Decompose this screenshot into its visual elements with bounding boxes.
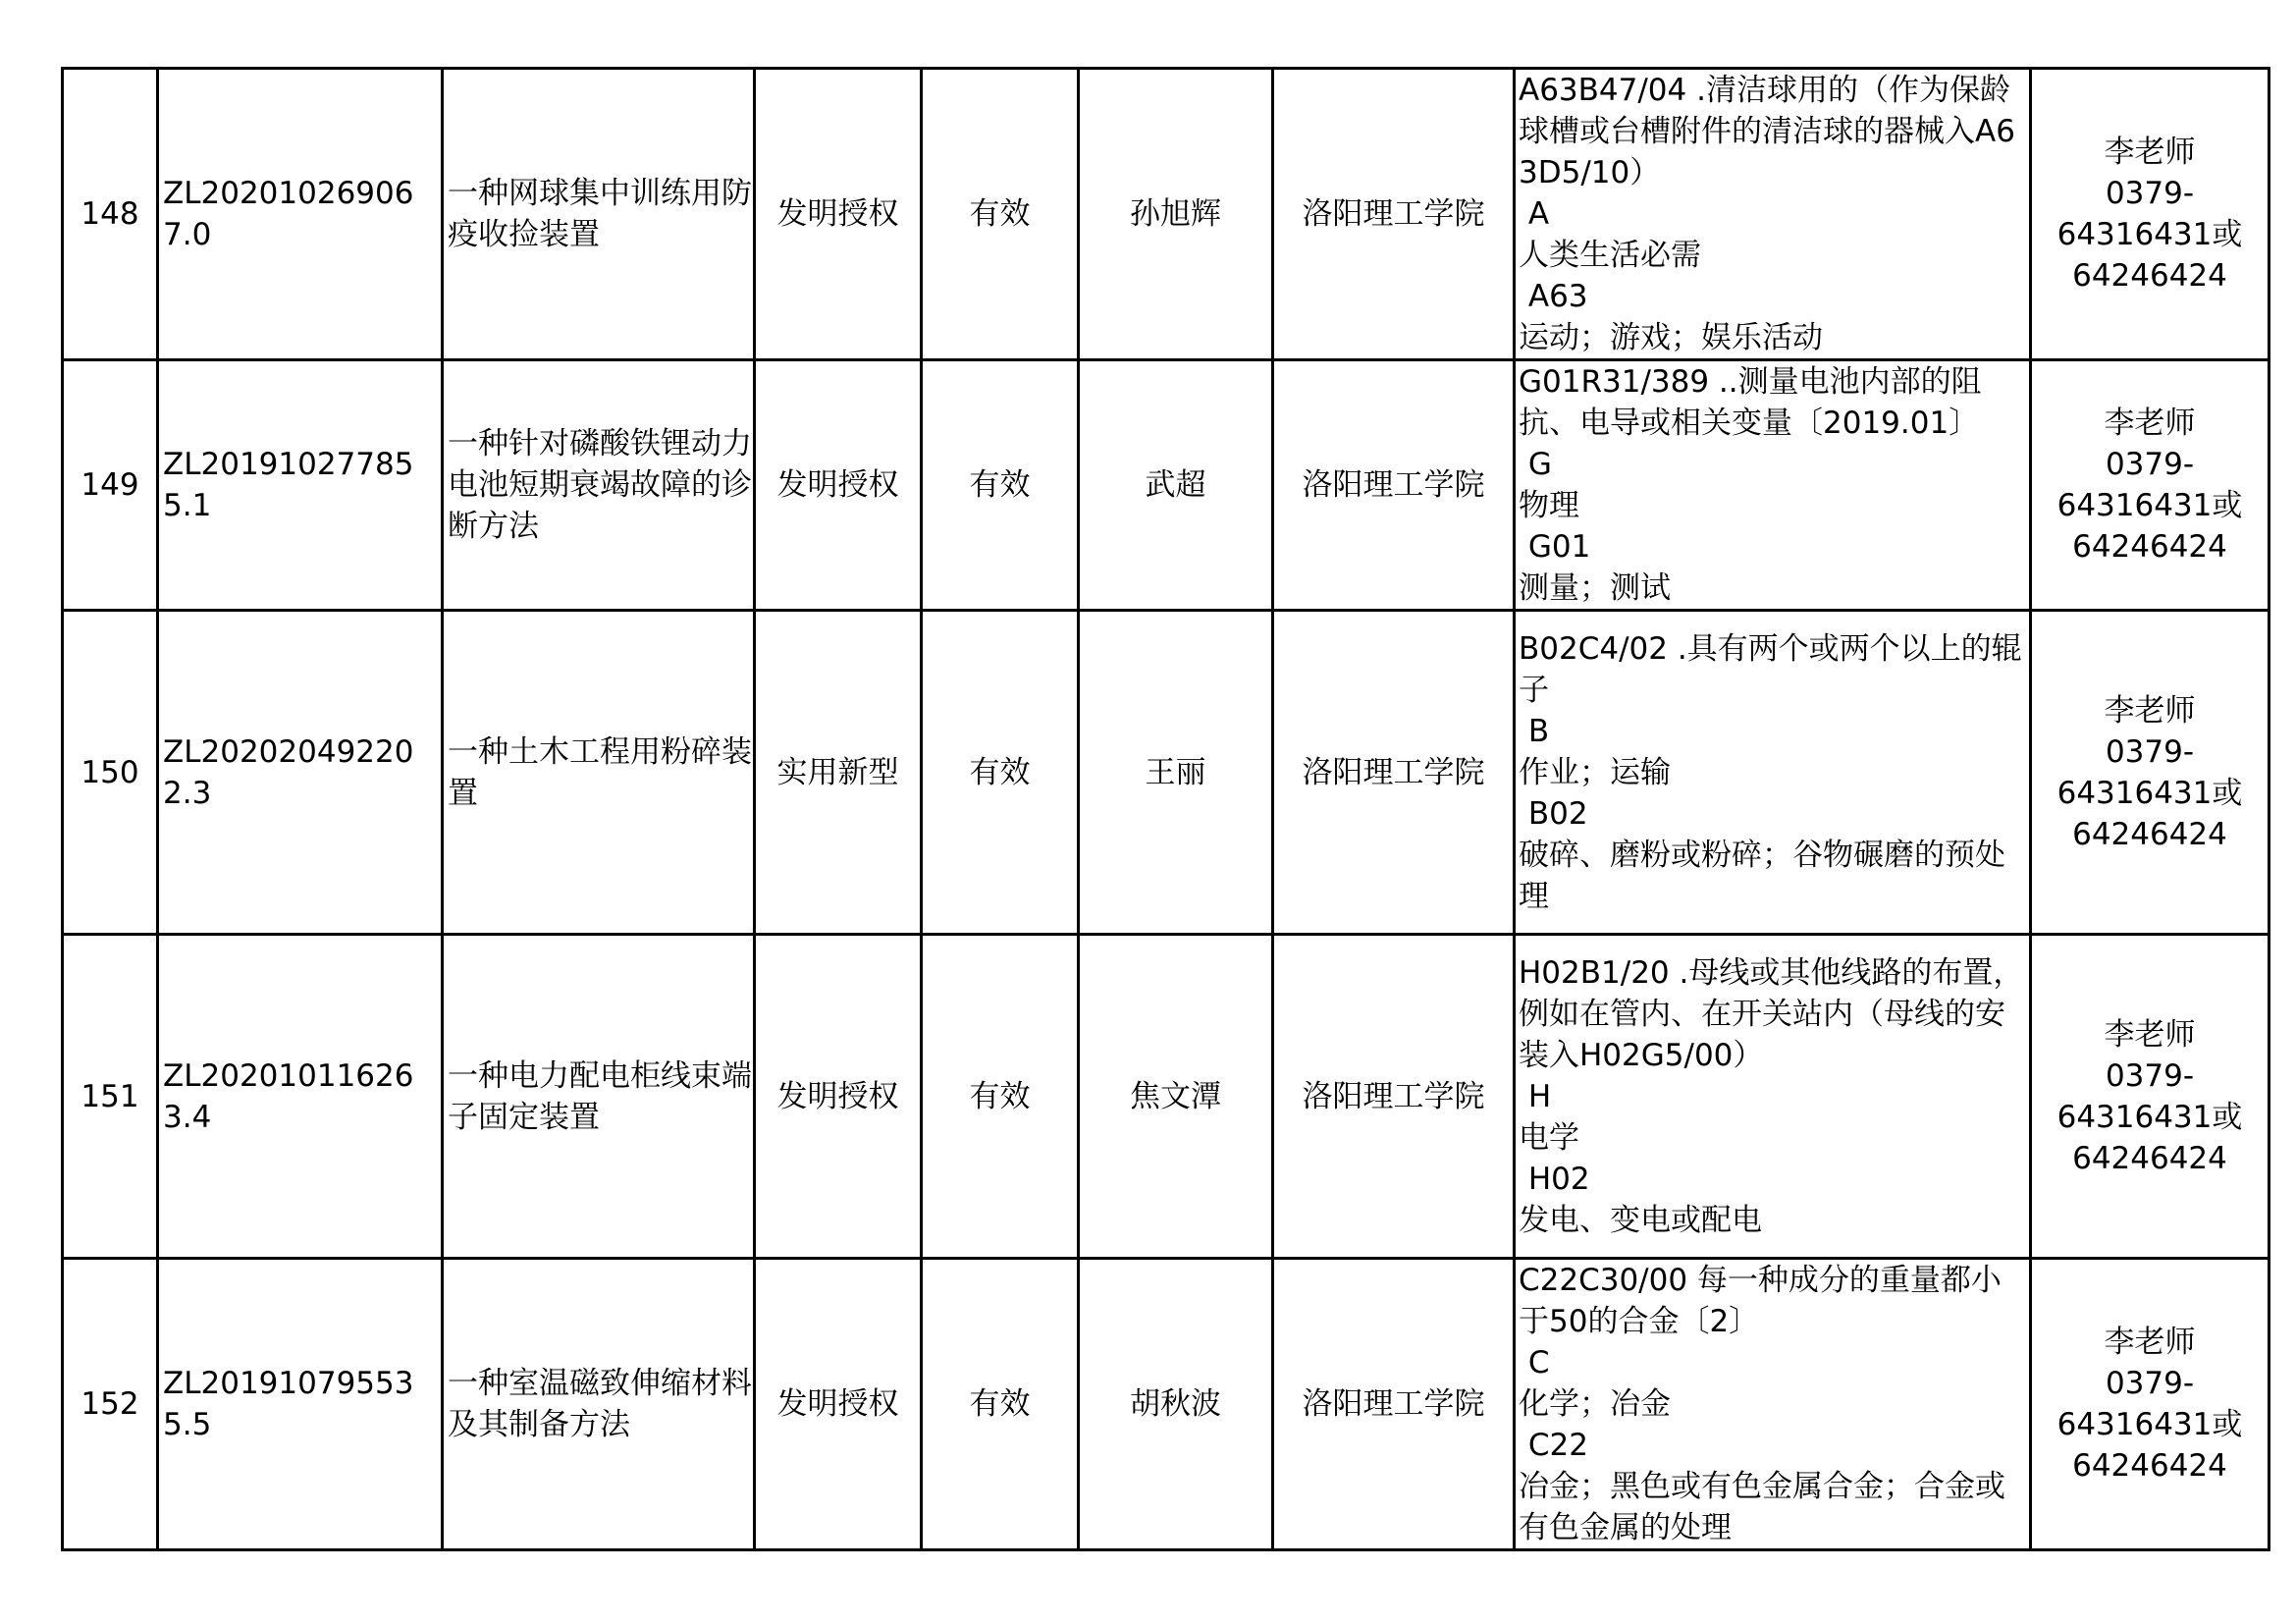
ipc-line: G01 (1519, 529, 1591, 565)
row-number: 150 (63, 611, 158, 935)
contact-line: 李老师 (2104, 406, 2196, 441)
patent-type: 发明授权 (755, 360, 922, 611)
contact-line: 0379- (2105, 176, 2195, 211)
row-number: 148 (63, 69, 158, 360)
ipc-line: 物理 (1519, 488, 1579, 523)
patent-title: 一种土木工程用粉碎装置 (443, 611, 755, 935)
ipc-line: C22C30/00 每一种成分的重量都小于50的合金〔2〕 (1519, 1263, 2002, 1339)
contact-line: 64316431或 (2056, 217, 2243, 252)
ipc-line: A63B47/04 .清洁球用的（作为保龄球槽或台槽附件的清洁球的器械入A63D5/10） (1519, 73, 2015, 190)
ipc-classification (1515, 611, 2031, 935)
contact (2031, 935, 2269, 1259)
ipc-line: 发电、变电或配电 (1519, 1202, 1762, 1238)
patent-type: 发明授权 (755, 935, 922, 1259)
contact-line: 64246424 (2072, 1448, 2227, 1484)
contact (2031, 360, 2269, 611)
patentee: 洛阳理工学院 (1273, 69, 1515, 360)
ipc-line: A63 (1519, 279, 1588, 314)
ipc-classification (1515, 69, 2031, 360)
ipc-line: 化学；冶金 (1519, 1386, 1671, 1422)
contact-line: 0379- (2105, 447, 2195, 482)
ipc-line: C22 (1519, 1428, 1588, 1463)
ipc-line: H (1519, 1078, 1552, 1114)
inventor: 焦文潭 (1079, 935, 1273, 1259)
inventor: 武超 (1079, 360, 1273, 611)
legal-status: 有效 (922, 1259, 1079, 1550)
table-row (63, 360, 2269, 611)
table-row (63, 935, 2269, 1259)
ipc-line: A (1519, 196, 1550, 232)
legal-status: 有效 (922, 360, 1079, 611)
patent-number: ZL201910277855.1 (158, 360, 443, 611)
patent-type: 实用新型 (755, 611, 922, 935)
patent-title: 一种室温磁致伸缩材料及其制备方法 (443, 1259, 755, 1550)
contact-line: 64316431或 (2056, 1407, 2243, 1442)
contact-line: 64316431或 (2056, 488, 2243, 523)
ipc-line: H02B1/20 .母线或其他线路的布置，例如在管内、在开关站内（母线的安装入H02G5/00） (1519, 954, 2024, 1073)
contact-line: 64246424 (2072, 258, 2227, 294)
ipc-line: 冶金；黑色或有色金属合金；合金或有色金属的处理 (1519, 1469, 2005, 1545)
contact-line: 李老师 (2104, 1325, 2196, 1360)
ipc-line: B02 (1519, 795, 1588, 832)
ipc-line: B02C4/02 .具有两个或两个以上的辊子 (1519, 630, 2022, 708)
patentee: 洛阳理工学院 (1273, 360, 1515, 611)
patent-type: 发明授权 (755, 69, 922, 360)
patentee: 洛阳理工学院 (1273, 935, 1515, 1259)
inventor: 胡秋波 (1079, 1259, 1273, 1550)
patent-number: ZL202010269067.0 (158, 69, 443, 360)
ipc-line: 作业；运输 (1519, 754, 1671, 790)
table-row (63, 69, 2269, 360)
contact-line: 0379- (2105, 1057, 2195, 1094)
ipc-classification (1515, 1259, 2031, 1550)
ipc-classification (1515, 935, 2031, 1259)
ipc-classification (1515, 360, 2031, 611)
ipc-line: H02 (1519, 1161, 1590, 1197)
row-number: 149 (63, 360, 158, 611)
contact-line: 李老师 (2104, 692, 2196, 729)
contact-line: 64316431或 (2056, 1099, 2243, 1135)
ipc-line: 电学 (1519, 1119, 1579, 1156)
contact (2031, 611, 2269, 935)
patentee: 洛阳理工学院 (1273, 611, 1515, 935)
contact-line: 64246424 (2072, 1140, 2227, 1176)
contact-line: 0379- (2105, 733, 2195, 770)
patentee: 洛阳理工学院 (1273, 1259, 1515, 1550)
ipc-line: G (1519, 447, 1552, 482)
contact-line: 李老师 (2104, 135, 2196, 170)
row-number: 152 (63, 1259, 158, 1550)
contact-line: 64316431或 (2056, 775, 2243, 811)
ipc-line: 运动；游戏；娱乐活动 (1519, 320, 1823, 355)
table-row (63, 611, 2269, 935)
patent-type: 发明授权 (755, 1259, 922, 1550)
patent-title: 一种电力配电柜线束端子固定装置 (443, 935, 755, 1259)
ipc-line: G01R31/389 ..测量电池内部的阻抗、电导或相关变量〔2019.01〕 (1519, 364, 1982, 441)
inventor: 孙旭辉 (1079, 69, 1273, 360)
legal-status: 有效 (922, 69, 1079, 360)
legal-status: 有效 (922, 935, 1079, 1259)
legal-status: 有效 (922, 611, 1079, 935)
contact-line: 李老师 (2104, 1016, 2196, 1053)
ipc-line: 破碎、磨粉或粉碎；谷物碾磨的预处理 (1519, 837, 2005, 914)
ipc-line: 人类生活必需 (1519, 238, 1701, 273)
table-row (63, 1259, 2269, 1550)
patent-number: ZL201910795535.5 (158, 1259, 443, 1550)
row-number: 151 (63, 935, 158, 1259)
patent-title: 一种针对磷酸铁锂动力电池短期衰竭故障的诊断方法 (443, 360, 755, 611)
ipc-line: B (1519, 713, 1550, 749)
contact (2031, 1259, 2269, 1550)
ipc-line: 测量；测试 (1519, 570, 1671, 606)
patent-title: 一种网球集中训练用防疫收捡装置 (443, 69, 755, 360)
patent-number: ZL202010116263.4 (158, 935, 443, 1259)
contact-line: 0379- (2105, 1366, 2195, 1401)
contact (2031, 69, 2269, 360)
contact-line: 64246424 (2072, 816, 2227, 852)
patent-table-body (63, 69, 2269, 1550)
inventor: 王丽 (1079, 611, 1273, 935)
patent-table (61, 67, 2270, 1551)
ipc-line: C (1519, 1345, 1550, 1380)
contact-line: 64246424 (2072, 529, 2227, 565)
patent-number: ZL202020492202.3 (158, 611, 443, 935)
